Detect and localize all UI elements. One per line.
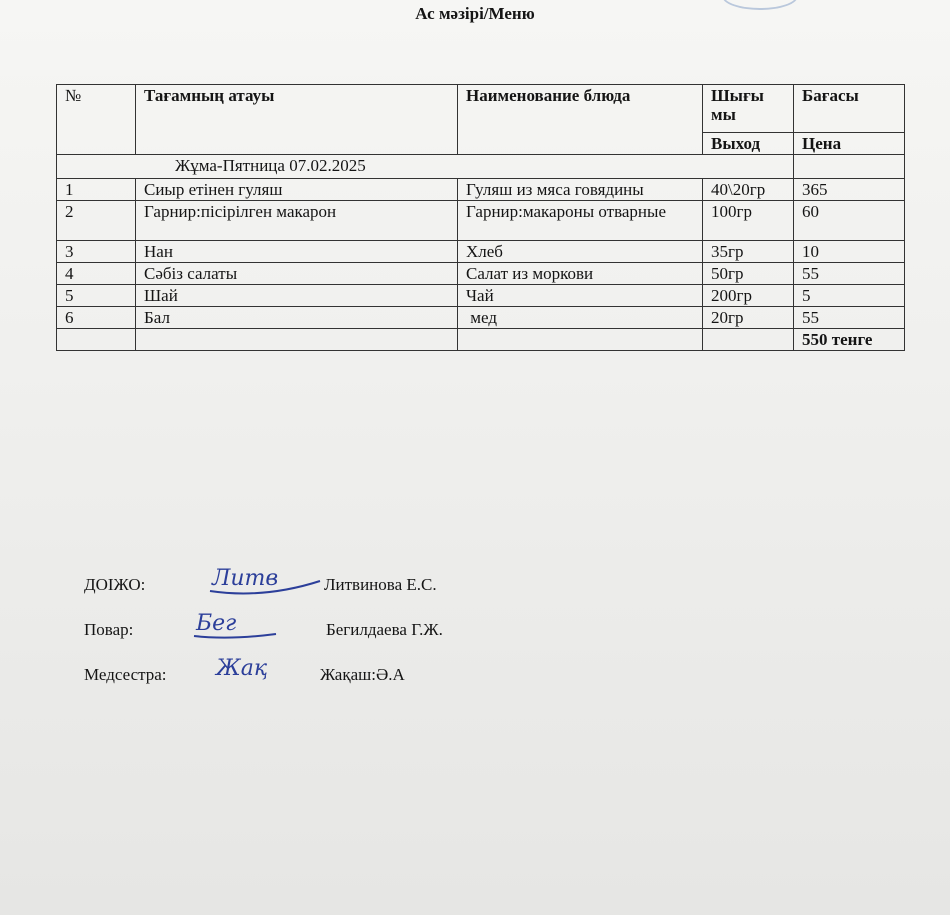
dish-price: 10 [794, 241, 905, 263]
header-yield-ru: Выход [703, 133, 794, 155]
dish-yield: 100гр [703, 201, 794, 241]
signature-text: Бег [196, 611, 237, 636]
dish-price: 60 [794, 201, 905, 241]
dish-price: 365 [794, 179, 905, 201]
row-number: 3 [57, 241, 136, 263]
table-header-row [57, 85, 905, 133]
day-row-empty-cell [794, 155, 905, 179]
dish-yield: 35гр [703, 241, 794, 263]
row-number: 1 [57, 179, 136, 201]
signature-name: Литвинова Е.С. [324, 575, 437, 594]
total-empty-cell [703, 329, 794, 351]
day-label: Жұма-Пятница 07.02.2025 [57, 155, 794, 179]
table-row [57, 241, 905, 263]
total-price: 550 тенге [794, 329, 905, 351]
row-number: 4 [57, 263, 136, 285]
table-row [57, 201, 905, 241]
page-title: Ас мәзірі/Меню [415, 4, 535, 23]
signature-role: Медсестра: [84, 665, 167, 684]
signature-line-nurse [84, 656, 584, 710]
total-empty-cell [458, 329, 703, 351]
dish-price: 5 [794, 285, 905, 307]
dish-name-ru: Хлеб [458, 241, 703, 263]
total-empty-cell [57, 329, 136, 351]
dish-name-ru: Гуляш из мяса говядины [458, 179, 703, 201]
dish-name-kz: Шай [136, 285, 458, 307]
table-row [57, 285, 905, 307]
dish-yield: 50гр [703, 263, 794, 285]
total-row [57, 329, 905, 351]
dish-name-ru: Чай [458, 285, 703, 307]
dish-name-ru: мед [458, 307, 703, 329]
handwritten-signature [204, 561, 324, 601]
dish-name-kz: Сиыр етінен гуляш [136, 179, 458, 201]
dish-yield: 40\20гр [703, 179, 794, 201]
dish-price: 55 [794, 307, 905, 329]
row-number: 2 [57, 201, 136, 241]
dish-yield: 200гр [703, 285, 794, 307]
header-price-kz: Бағасы [794, 85, 905, 133]
header-yield-kz: Шығы мы [703, 85, 794, 133]
dish-price: 55 [794, 263, 905, 285]
table-row [57, 307, 905, 329]
dish-name-kz: Гарнир:пісірілген макарон [136, 201, 458, 241]
signature-line-cook [84, 611, 584, 665]
header-name-kz: Тағамның атауы [136, 85, 458, 155]
header-name-ru: Наименование блюда [458, 85, 703, 155]
dish-name-ru: Салат из моркови [458, 263, 703, 285]
table-row [57, 179, 905, 201]
signature-role: ДОІЖО: [84, 575, 146, 594]
menu-table [56, 84, 905, 351]
signature-text: Литв [212, 566, 279, 591]
dish-yield: 20гр [703, 307, 794, 329]
total-empty-cell [136, 329, 458, 351]
dish-name-kz: Бал [136, 307, 458, 329]
day-row [57, 155, 905, 179]
row-number: 6 [57, 307, 136, 329]
signature-role: Повар: [84, 620, 134, 639]
signature-name: Жақаш:Ә.А [320, 665, 405, 684]
dish-name-kz: Нан [136, 241, 458, 263]
signature-text: Жақ [216, 656, 268, 681]
header-price-ru: Цена [794, 133, 905, 155]
header-number: № [57, 85, 136, 155]
row-number: 5 [57, 285, 136, 307]
handwritten-signature [190, 606, 280, 646]
handwritten-signature [210, 651, 300, 691]
dish-name-ru: Гарнир:макароны отварные [458, 201, 703, 241]
signature-line-director [84, 566, 584, 620]
dish-name-kz: Сәбіз салаты [136, 263, 458, 285]
table-row [57, 263, 905, 285]
signature-name: Бегилдаева Г.Ж. [326, 620, 443, 639]
signature-block [84, 566, 584, 710]
